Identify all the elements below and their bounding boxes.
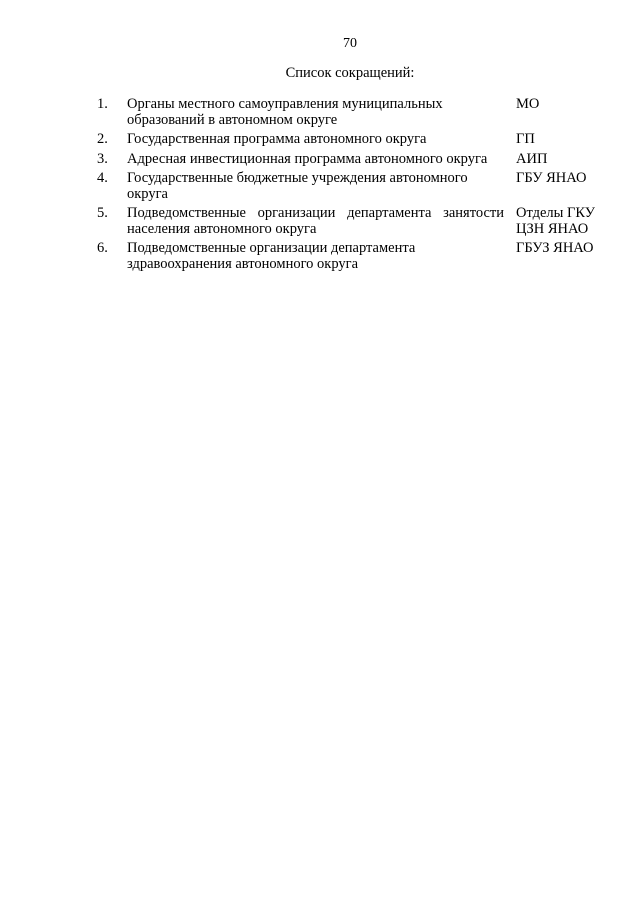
item-abbreviation: ГБУЗ ЯНАО [516, 240, 594, 256]
item-abbreviation: АИП [516, 150, 548, 167]
item-description: Государственные бюджетные учреждения автономного округа [127, 170, 468, 202]
item-description: Подведомственные организации департамента занятости населения автономного округа [127, 205, 504, 237]
item-abbreviation: МО [516, 96, 540, 112]
list-item [97, 206, 607, 237]
item-number: 3. [97, 150, 108, 167]
list-item [97, 152, 607, 168]
item-description: Государственная программа автономного округа [127, 131, 427, 147]
item-abbreviation: ГП [516, 131, 535, 147]
item-description: Подведомственные организации департамента здравоохранения автономного округа [127, 240, 416, 272]
item-abbreviation: ГБУ ЯНАО [516, 170, 587, 186]
abbreviations-list [97, 97, 607, 276]
item-description: Органы местного самоуправления муниципальных образований в автономном округе [127, 96, 443, 128]
list-item [97, 132, 607, 148]
item-number: 5. [97, 205, 108, 221]
item-number: 4. [97, 170, 108, 186]
item-description: Адресная инвестиционная программа автономного округа [127, 150, 488, 167]
list-item [97, 97, 607, 128]
list-item [97, 171, 607, 202]
item-abbreviation: Отделы ГКУ ЦЗН ЯНАО [516, 205, 596, 237]
item-number: 1. [97, 96, 108, 112]
abbreviations-title: Список сокращений: [285, 65, 415, 81]
page-number: 70 [343, 36, 357, 51]
list-item [97, 241, 607, 272]
item-number: 2. [97, 131, 108, 147]
item-number: 6. [97, 240, 108, 256]
